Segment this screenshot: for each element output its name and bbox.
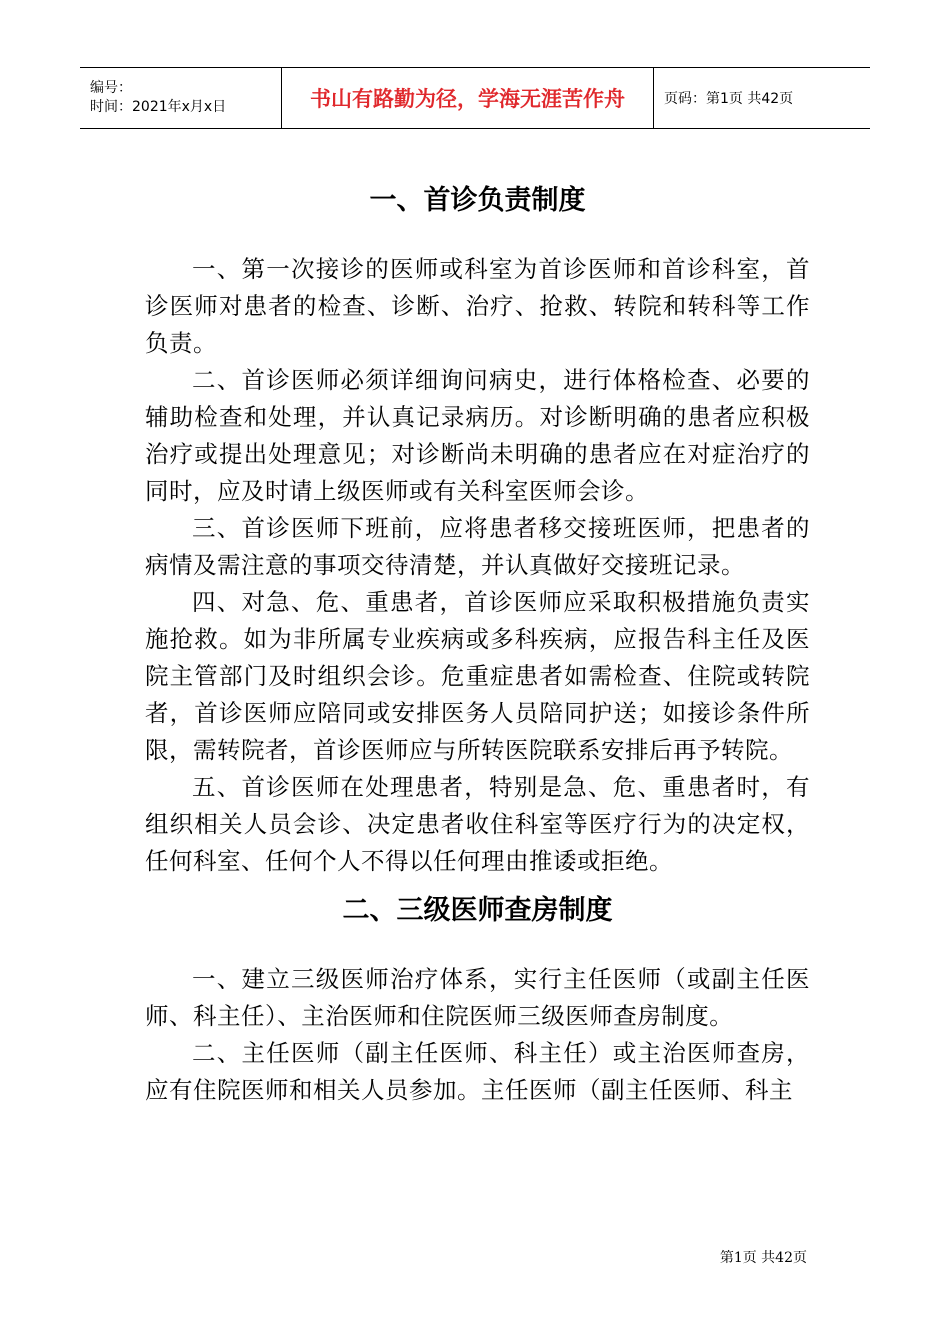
header-motto: 书山有路勤为径，学海无涯苦作舟 [282,68,654,128]
header-meta-cell [80,68,282,128]
section-2-title: 二、三级医师查房制度 [342,895,613,926]
section-1-paragraph-4: 四、对急、危、重患者，首诊医师应采取积极措施负责实施抢救。如为非所属专业疾病或多科疾病，应报告科主任及医院主管部门及时组织会诊。危重症患者如需检查、住院或转院者，首诊医师应陪同或安排医务人员陪同护送；如接诊条件所限，需转院者，首诊医师应与所转医院联系安排后再予转院。 [145,588,810,764]
document-header [80,67,870,129]
section-1-paragraph-2: 二、首诊医师必须详细询问病史，进行体格检查、必要的辅助检查和处理，并认真记录病历。对诊断明确的患者应积极治疗或提出处理意见；对诊断尚未明确的患者应在对症治疗的同时，应及时请上级医师或有关科室医师会诊。 [145,366,810,505]
page-footer: 第1页 共42页 [719,1250,807,1266]
document-body [145,170,810,1109]
section-2-paragraph-2: 二、主任医师（副主任医师、科主任）或主治医师查房，应有住院医师和相关人员参加。主任医师（副主任医师、科主 [145,1039,810,1104]
section-2-paragraph-1: 一、建立三级医师治疗体系，实行主任医师（或副主任医师、科主任）、主治医师和住院医师三级医师查房制度。 [145,965,810,1030]
section-1-paragraph-3: 三、首诊医师下班前，应将患者移交接班医师，把患者的病情及需注意的事项交待清楚，并认真做好交接班记录。 [145,514,810,579]
number-label: 编号： [90,80,132,96]
section-1-body [145,251,810,880]
section-1-paragraph-5: 五、首诊医师在处理患者，特别是急、危、重患者时，有组织相关人员会诊、决定患者收住科室等医疗行为的决定权，任何科室、任何个人不得以任何理由推诿或拒绝。 [145,773,810,875]
section-1-paragraph-1: 一、第一次接诊的医师或科室为首诊医师和首诊科室，首诊医师对患者的检查、诊断、治疗、抢救、转院和转科等工作负责。 [145,255,810,357]
header-page-info: 页码：第1页 共42页 [664,91,794,107]
section-1-title: 一、首诊负责制度 [369,185,586,216]
time-label: 时间：2021年x月x日 [90,99,227,115]
section-2-body [145,961,810,1109]
